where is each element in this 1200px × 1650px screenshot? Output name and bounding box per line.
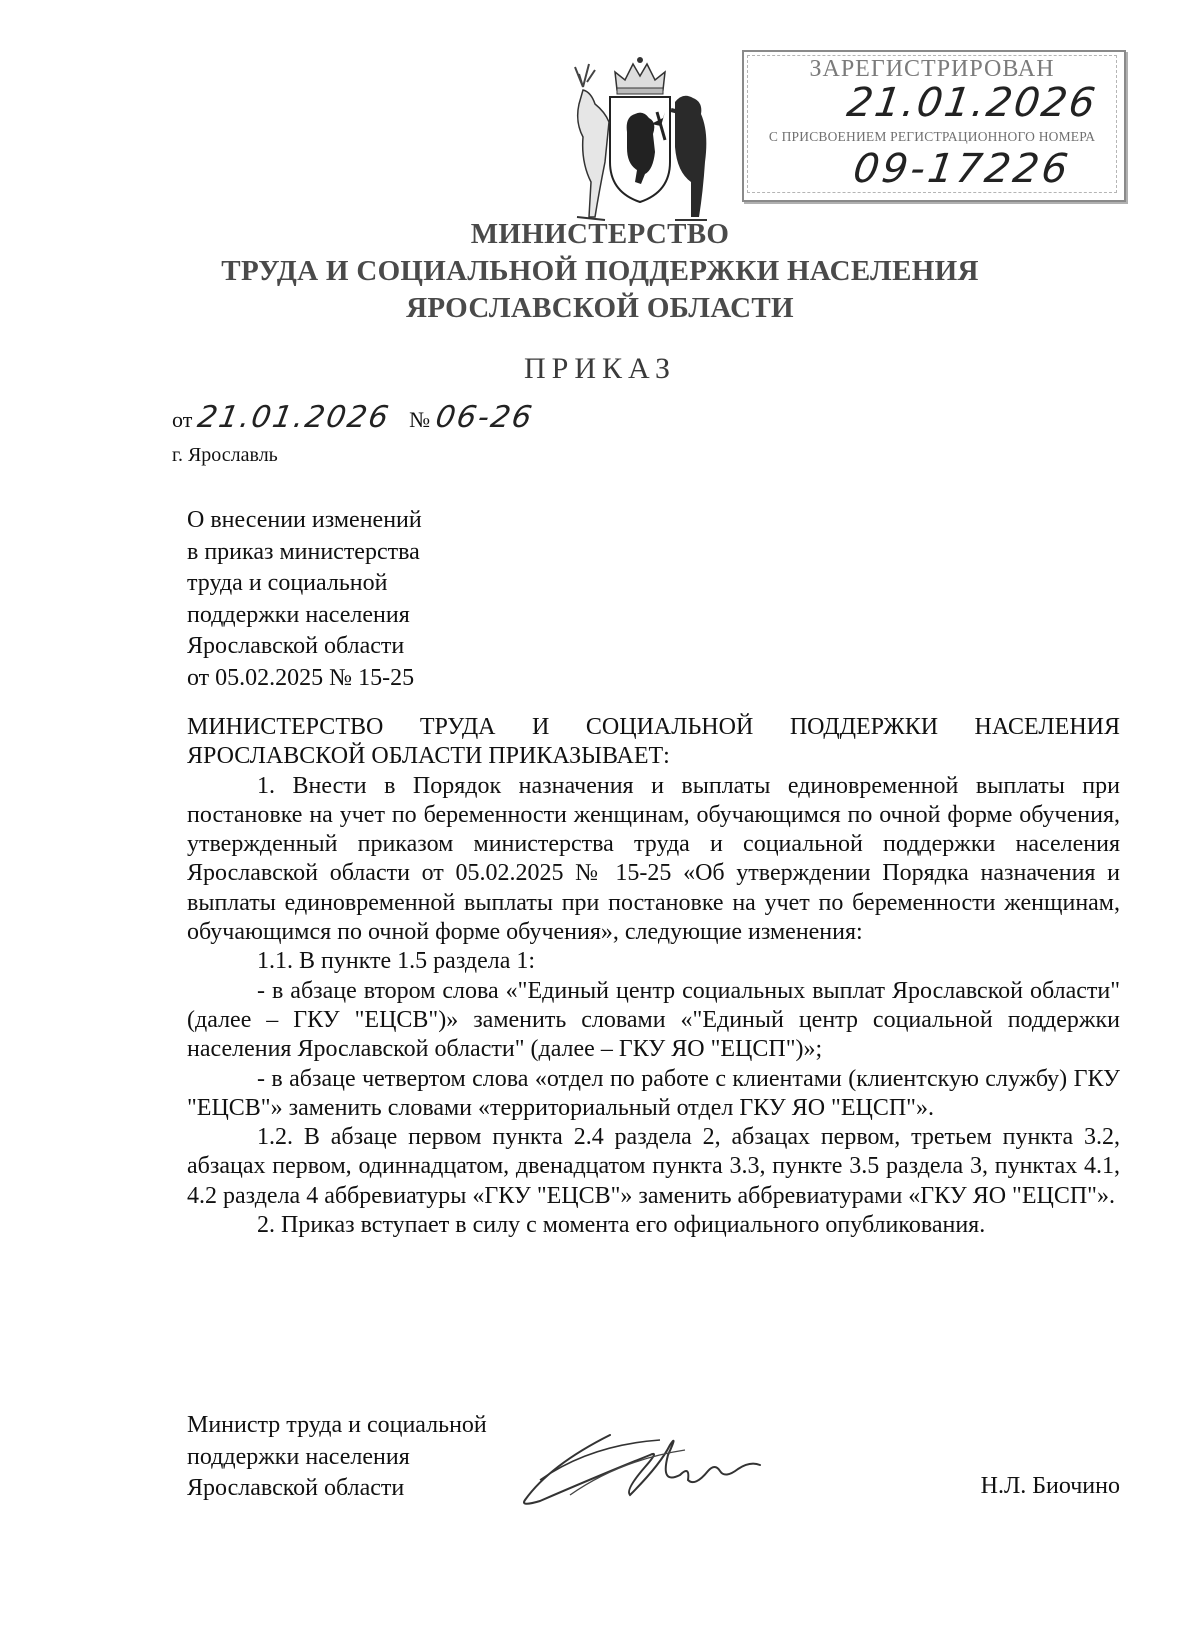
handwritten-signature	[510, 1405, 800, 1510]
order-number: 06-26	[432, 400, 536, 435]
ministry-title-line-1: МИНИСТЕРСТВО	[470, 218, 730, 250]
subject-line: труда и социальной	[187, 570, 388, 596]
stamp-caption: С ПРИСВОЕНИЕМ РЕГИСТРАЦИОННОГО НОМЕРА	[768, 129, 1096, 144]
number-label: №	[409, 407, 431, 432]
order-body	[187, 713, 1120, 1240]
paragraph-1-1-a: - в абзаце втором слова «"Единый центр социальных выплат Ярославской области" (далее – ГКУ "ЕЦСВ")» заменить словами «"Единый центр социальной поддержки населения Ярославской области" (далее – ГКУ ЯО "ЕЦСП")»;	[187, 977, 1120, 1063]
signer-title-line: Ярославской области	[187, 1475, 405, 1501]
ministry-title-line-2: ТРУДА И СОЦИАЛЬНОЙ ПОДДЕРЖКИ НАСЕЛЕНИЯ	[221, 255, 979, 287]
from-label: от	[172, 407, 193, 432]
order-subject	[187, 505, 422, 694]
stamp-title: ЗАРЕГИСТРИРОВАН	[809, 56, 1055, 82]
stamp-reg-number: 09-17226	[850, 146, 1074, 192]
subject-line: О внесении изменений	[187, 507, 422, 533]
subject-line: поддержки населения	[187, 601, 410, 628]
paragraph-2: 2. Приказ вступает в силу с момента его официального опубликования.	[257, 1212, 986, 1239]
subject-line: от 05.02.2025 № 15-25	[187, 664, 415, 691]
paragraph-1-2: 1.2. В абзаце первом пункта 2.4 раздела 2, абзацах первом, третьем пункта 3.2, абзацах первом, одиннадцатом, двенадцатом пункта 3.3, пункте 3.5 раздела 3, пунктах 4.1, 4.2 раздела 4 аббревиатуры «ГКУ "ЕЦСВ"» заменить аббревиатурами «ГКУ ЯО "ЕЦСП"».	[187, 1124, 1120, 1209]
order-date-line	[172, 400, 536, 435]
subject-line: в приказ министерства	[187, 538, 420, 565]
preamble: МИНИСТЕРСТВО ТРУДА И СОЦИАЛЬНОЙ ПОДДЕРЖКИ НАСЕЛЕНИЯ ЯРОСЛАВСКОЙ ОБЛАСТИ ПРИКАЗЫВАЕТ:	[187, 714, 1120, 770]
order-date: 21.01.2026	[194, 400, 393, 435]
signer-title-line: Министр труда и социальной	[187, 1412, 487, 1438]
paragraph-1-1-b: - в абзаце четвертом слова «отдел по работе с клиентами (клиентскую службу) ГКУ "ЕЦСВ"» заменить словами «территориальный отдел ГКУ ЯО "ЕЦСП"».	[187, 1065, 1120, 1121]
order-city: г. Ярославль	[172, 444, 278, 466]
ministry-title-line-3: ЯРОСЛАВСКОЙ ОБЛАСТИ	[406, 292, 794, 324]
subject-line: Ярославской области	[187, 633, 405, 659]
paragraph-1-1: 1.1. В пункте 1.5 раздела 1:	[257, 948, 536, 975]
paragraph-1: 1. Внести в Порядок назначения и выплаты единовременной выплаты при постановке на учет по беременности женщинам, обучающимся по очной форме обучения, утвержденный приказом министерства труда и социальной поддержки населения Ярославской области от 05.02.2025 № 15-25 «Об утверждении Порядка назначения и выплаты единовременной выплаты при постановке на учет по беременности женщинам, обучающимся по очной форме обучения», следующие изменения:	[187, 772, 1120, 946]
signer-title	[187, 1410, 487, 1505]
signer-title-line: поддержки населения	[187, 1443, 410, 1470]
registration-stamp	[742, 50, 1126, 202]
coat-of-arms-emblem	[565, 52, 715, 227]
stamp-date: 21.01.2026	[844, 80, 1100, 126]
document-type: ПРИКАЗ	[524, 352, 676, 385]
signer-name: Н.Л. Биочино	[980, 1473, 1120, 1499]
